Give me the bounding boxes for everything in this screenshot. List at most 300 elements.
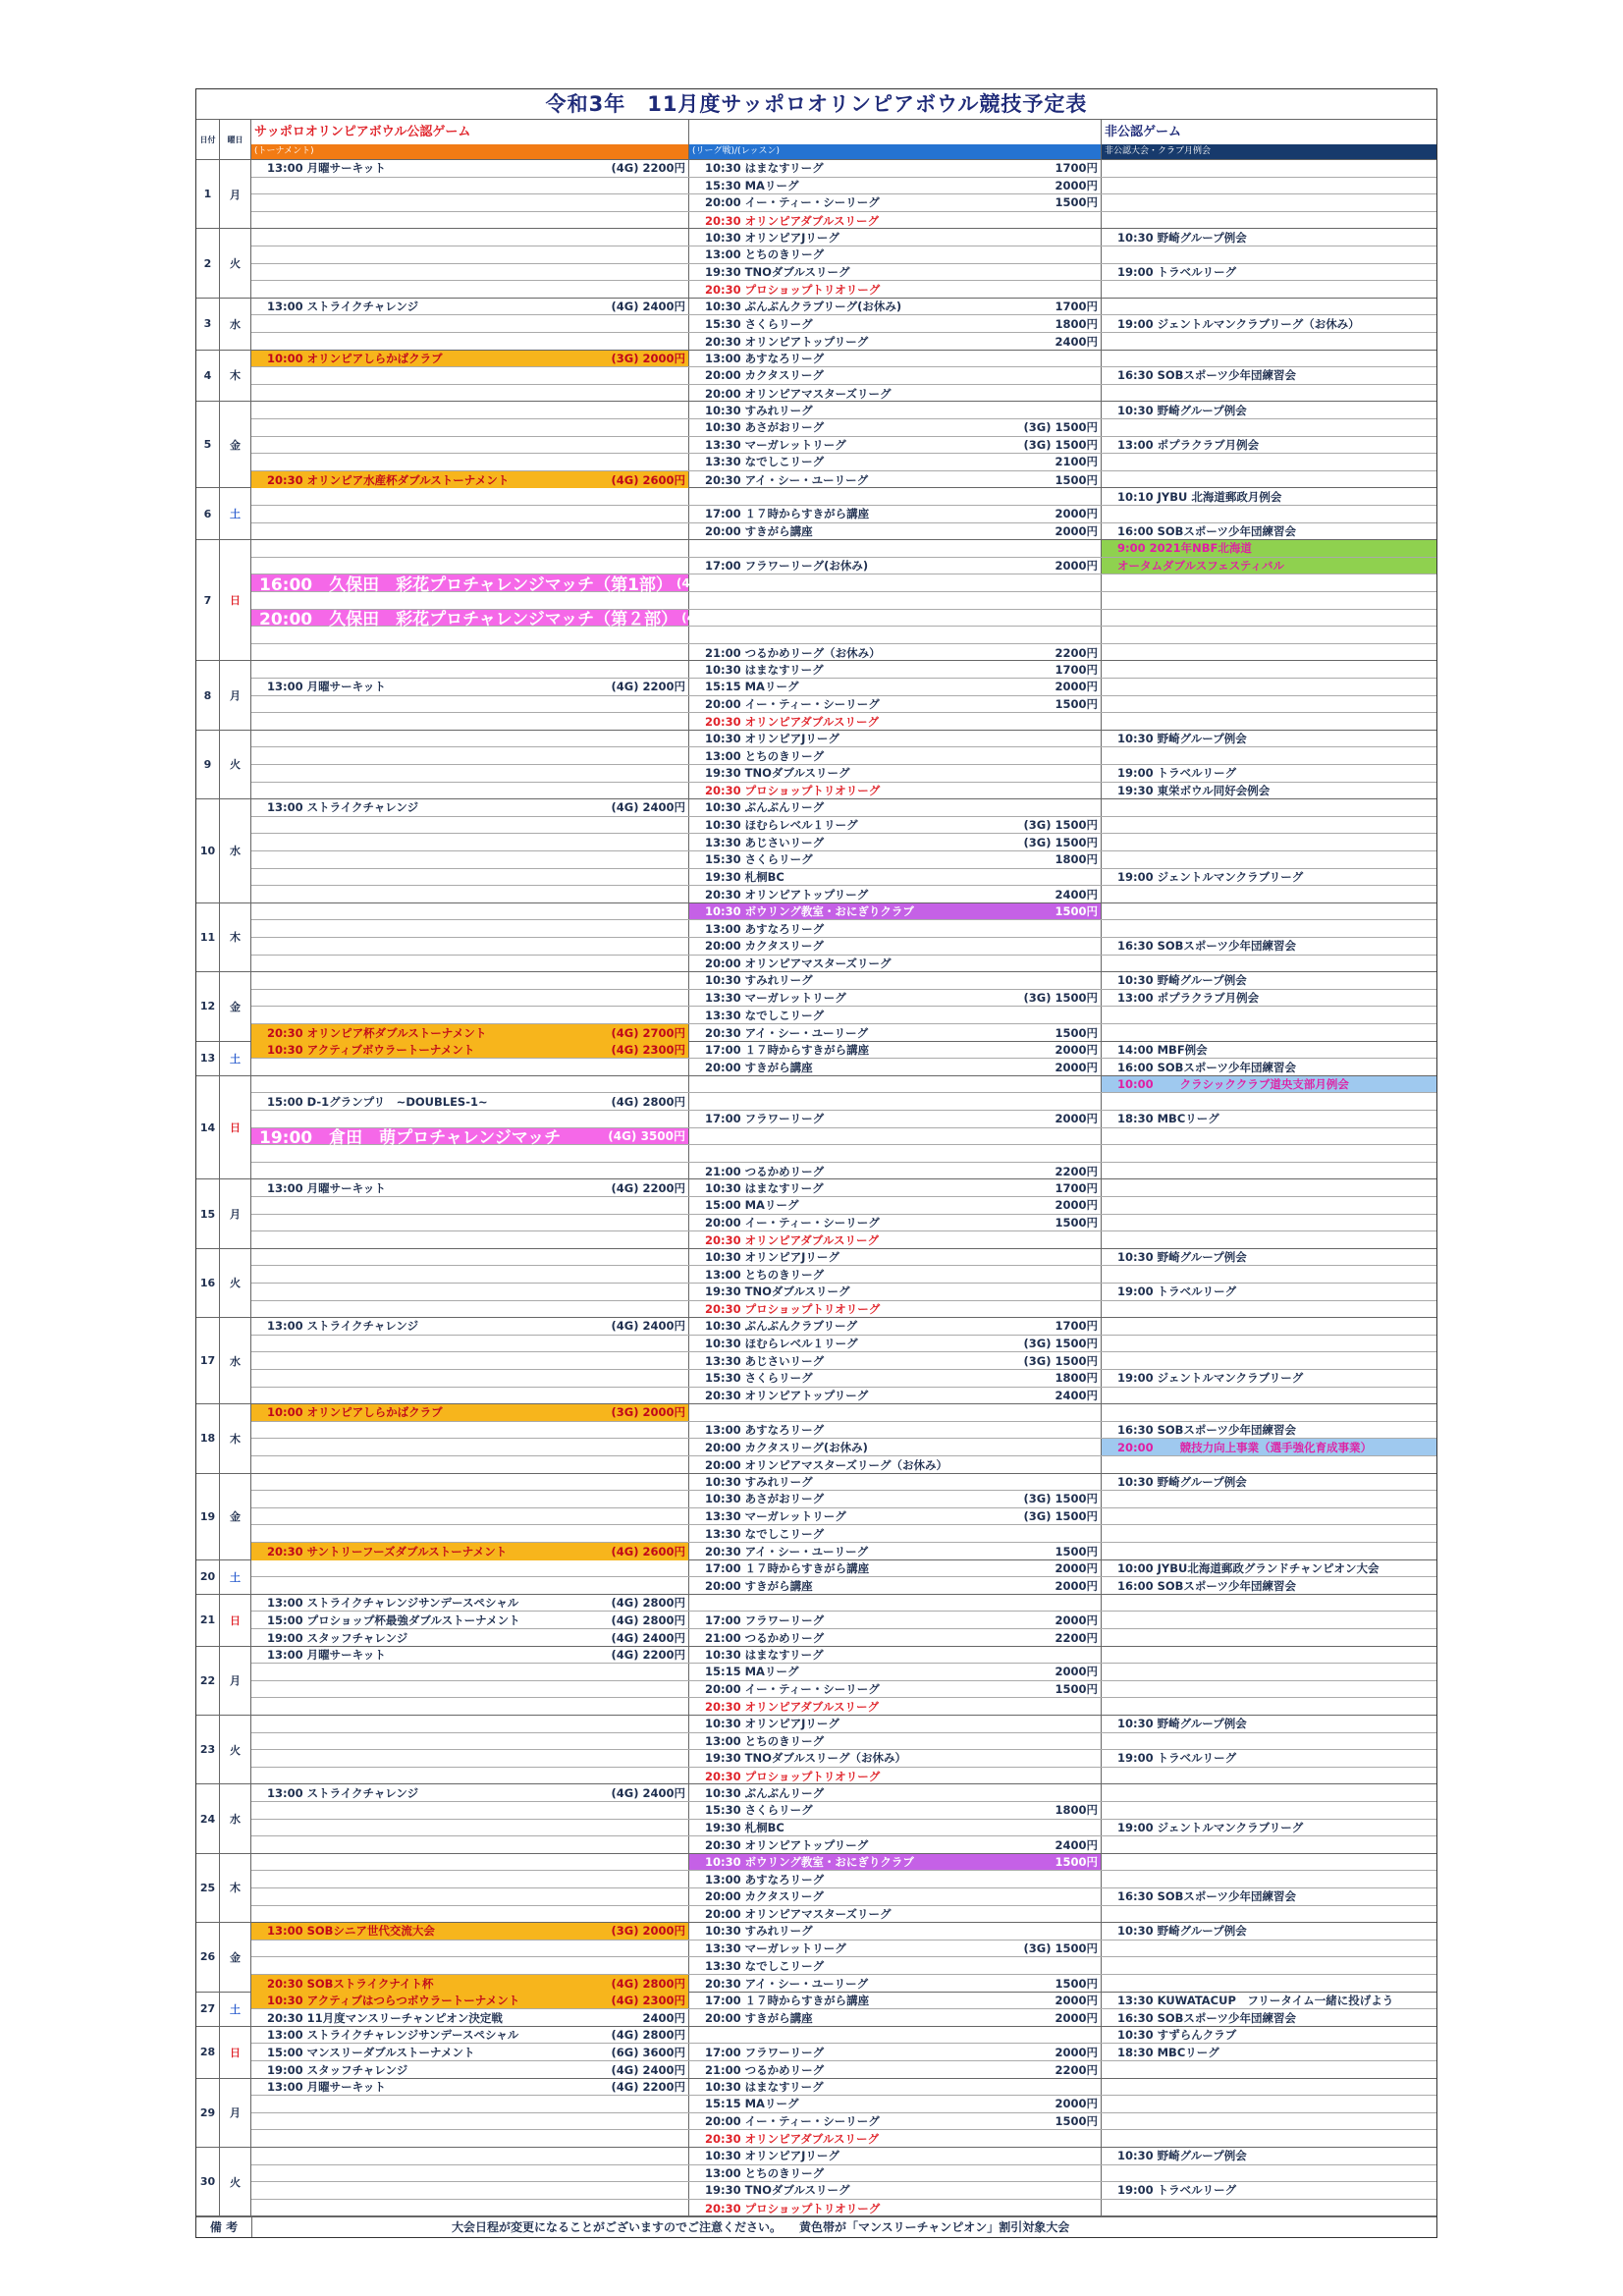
- event-price: (3G) 1500円: [1023, 420, 1098, 435]
- event-title: 10:30 オリンピアJリーグ: [705, 1250, 839, 1265]
- day-number: 15: [196, 1179, 220, 1247]
- schedule-row: [251, 956, 1436, 973]
- league-cell: [689, 419, 1102, 436]
- nonofficial-cell: [1102, 1733, 1436, 1750]
- official-cell: [251, 1716, 689, 1732]
- nonofficial-cell: [1102, 367, 1436, 384]
- league-event: [689, 817, 1101, 834]
- event-price: (4G) 2800円: [611, 1976, 685, 1991]
- league-event: [689, 1042, 1101, 1059]
- official-cell: [251, 333, 689, 351]
- league-cell: [689, 1179, 1102, 1196]
- event-price: 2400円: [1055, 334, 1098, 349]
- nonofficial-cell: [1102, 799, 1436, 816]
- league-cell: [689, 869, 1102, 886]
- league-event: [689, 1336, 1101, 1352]
- league-cell: [689, 333, 1102, 351]
- league-cell: [689, 1042, 1102, 1059]
- event-title: 10:30 ぶんぶんリーグ: [705, 800, 825, 815]
- schedule-row: [251, 1370, 1436, 1388]
- schedule-row: [251, 627, 1436, 644]
- nonofficial-cell: [1102, 2044, 1436, 2060]
- nonofficial-event: [1102, 1716, 1436, 1732]
- event-title: 10:30 野崎グループ例会: [1117, 1250, 1247, 1265]
- nonofficial-cell: [1102, 1560, 1436, 1577]
- event-title: 13:00 月曜サーキット: [267, 2079, 386, 2094]
- league-cell: [689, 1906, 1102, 1924]
- event-title: 20:30 オリンピアトップリーグ: [705, 1837, 869, 1852]
- event-price: (3G) 1500円: [1023, 835, 1098, 849]
- league-event: [689, 1820, 1101, 1836]
- nonofficial-event: [1102, 2044, 1436, 2060]
- league-cell: [689, 731, 1102, 747]
- nonofficial-cell: [1102, 315, 1436, 332]
- nonofficial-cell: [1102, 488, 1436, 505]
- day-block-25: [196, 1854, 1436, 1923]
- event-price: 1500円: [1055, 1976, 1098, 1991]
- day-block-12: [196, 972, 1436, 1041]
- event-title: 13:30 あじさいリーグ: [705, 835, 825, 849]
- event-title: 13:30 マーガレットリーグ: [705, 991, 846, 1006]
- league-cell: [689, 1024, 1102, 1042]
- day-of-week: 日: [220, 2027, 251, 2078]
- event-price: 2000円: [1055, 1042, 1098, 1057]
- official-cell: [251, 1941, 689, 1957]
- schedule-row: [251, 194, 1436, 212]
- event-title: 19:30 TNOダブルスリーグ: [705, 264, 850, 279]
- league-event: [689, 1284, 1101, 1300]
- nonofficial-cell: [1102, 1906, 1436, 1924]
- event-price: 1700円: [1055, 662, 1098, 677]
- nonofficial-cell: [1102, 1076, 1436, 1093]
- league-event: [689, 1871, 1101, 1887]
- event-title: 20:00 すきがら講座: [705, 1578, 813, 1593]
- league-event: [689, 1197, 1101, 1214]
- event-price: 1500円: [1055, 195, 1098, 210]
- event-title: 19:00 ジェントルマンクラブリーグ: [1117, 1371, 1304, 1386]
- event-price: 2000円: [1055, 680, 1098, 694]
- nonofficial-cell: [1102, 194, 1436, 211]
- league-cell: [689, 1941, 1102, 1957]
- official-event: [251, 2061, 688, 2079]
- official-cell: [251, 1768, 689, 1785]
- league-cell: [689, 1215, 1102, 1231]
- day-block-26: [196, 1923, 1436, 1992]
- day-of-week: 金: [220, 972, 251, 1040]
- event-price: 2000円: [1055, 1993, 1098, 2007]
- event-title: 13:00 月曜サーキット: [267, 680, 386, 694]
- schedule-row: [251, 1612, 1436, 1629]
- event-price: (3G) 2000円: [611, 1405, 685, 1420]
- event-price: (3G) 1500円: [1023, 1353, 1098, 1368]
- event-title: 13:00 ストライクチャレンジ: [267, 1785, 419, 1800]
- nonofficial-cell: [1102, 2200, 1436, 2217]
- event-title: 10:30 野崎グループ例会: [1117, 973, 1247, 988]
- event-price: (4G) 2200円: [611, 161, 685, 176]
- league-event: [689, 1854, 1101, 1871]
- league-event: [689, 246, 1101, 263]
- event-title: 16:30 SOBスポーツ少年団練習会: [1117, 1889, 1296, 1904]
- league-cell: [689, 1284, 1102, 1300]
- event-title: 20:30 プロショップトリオリーグ: [705, 784, 881, 798]
- nonofficial-cell: [1102, 212, 1436, 230]
- league-event: [689, 1681, 1101, 1698]
- league-cell: [689, 299, 1102, 315]
- league-event: [689, 523, 1101, 541]
- event-title: 13:00 月曜サーキット: [267, 1180, 386, 1195]
- event-price: 2200円: [1055, 645, 1098, 660]
- day-of-week: 土: [220, 488, 251, 539]
- official-cell: [251, 1820, 689, 1836]
- official-cell: [251, 1975, 689, 1993]
- event-price: 2000円: [1055, 524, 1098, 539]
- official-cell: [251, 920, 689, 937]
- league-event: [689, 506, 1101, 522]
- official-cell: [251, 713, 689, 731]
- event-title: 20:30 プロショップトリオリーグ: [705, 1302, 881, 1317]
- day-of-week: 火: [220, 1249, 251, 1317]
- schedule-row: [251, 281, 1436, 299]
- event-title: 20:30 アイ・シー・ユーリーグ: [705, 1976, 869, 1991]
- nonofficial-cell: [1102, 454, 1436, 470]
- schedule-sheet: [195, 88, 1437, 2238]
- league-cell: [689, 1854, 1102, 1871]
- official-cell: [251, 610, 759, 630]
- schedule-row: [251, 1750, 1436, 1768]
- league-cell: [689, 1993, 1102, 2009]
- event-title: 16:30 SOBスポーツ少年団練習会: [1117, 2010, 1296, 2025]
- official-event: [251, 2009, 688, 2027]
- league-event: [689, 2061, 1101, 2079]
- event-title: 15:00 マンスリーダブルストーナメント: [267, 2045, 475, 2059]
- league-event: [689, 2130, 1101, 2148]
- league-cell: [689, 1975, 1102, 1993]
- schedule-row: [251, 1352, 1436, 1370]
- nonofficial-cell: [1102, 1301, 1436, 1319]
- event-title: 10:30 ぶんぶんクラブリーグ: [705, 1319, 858, 1334]
- schedule-row: [251, 869, 1436, 887]
- header-dow: 曜日: [220, 120, 251, 159]
- league-event: [689, 1456, 1101, 1474]
- league-cell: [689, 2061, 1102, 2079]
- day-block-13: [196, 1042, 1436, 1076]
- league-event: [689, 315, 1101, 332]
- official-cell: [251, 938, 689, 955]
- schedule-row: [251, 1145, 1436, 1163]
- event-price: 2100円: [1055, 455, 1098, 469]
- event-title: 10:00 JYBU北海道郵政グランドチャンピオン大会: [1117, 1560, 1380, 1575]
- league-event: [689, 747, 1101, 764]
- official-cell: [251, 402, 689, 418]
- day-of-week: 木: [220, 351, 251, 402]
- event-title: 14:00 MBF例会: [1117, 1042, 1208, 1057]
- event-title: 16:30 SOBスポーツ少年団練習会: [1117, 1423, 1296, 1438]
- day-of-week: 火: [220, 731, 251, 798]
- event-price: 1500円: [1055, 904, 1098, 919]
- nonofficial-event: [1102, 437, 1436, 454]
- header-official: [251, 120, 689, 159]
- league-event: [689, 419, 1101, 436]
- league-cell: [689, 1197, 1102, 1214]
- event-price: (3G) 2000円: [611, 1924, 685, 1939]
- league-cell: [689, 367, 1102, 384]
- schedule-grid: [196, 160, 1436, 2216]
- league-event: [689, 1888, 1101, 1905]
- league-cell: [689, 1784, 1102, 1801]
- schedule-row: [251, 367, 1436, 385]
- day-of-week: 日: [220, 1595, 251, 1646]
- official-cell: [251, 1612, 689, 1628]
- nonofficial-event: [1102, 1923, 1436, 1940]
- nonofficial-cell: [1102, 1802, 1436, 1819]
- day-block-4: [196, 351, 1436, 403]
- event-price: 2000円: [1055, 1613, 1098, 1627]
- league-cell: [689, 747, 1102, 764]
- league-cell: [689, 1768, 1102, 1785]
- league-cell: [689, 2096, 1102, 2112]
- league-cell: [689, 1820, 1102, 1836]
- event-price: (4G) 2400円: [611, 2062, 685, 2077]
- event-title: 21:00 つるかめリーグ（お休み）: [705, 645, 881, 660]
- footer-note: 大会日程が変更になることがございますのでご注意ください。 黄色帯が「マンスリーチャンピオン」割引対象大会: [452, 2220, 1070, 2235]
- nonofficial-cell: [1102, 731, 1436, 747]
- nonofficial-cell: [1102, 385, 1436, 403]
- official-event: [251, 1024, 688, 1042]
- event-price: (4G) 2200円: [611, 680, 685, 694]
- event-title: 15:15 MAリーグ: [705, 1665, 799, 1679]
- official-cell: [251, 1906, 689, 1924]
- event-price: 1800円: [1055, 1803, 1098, 1818]
- event-price: 1700円: [1055, 161, 1098, 176]
- event-title: 17:00 １７時からすきがら講座: [705, 1560, 870, 1575]
- schedule-row: [251, 783, 1436, 800]
- event-title: 15:30 さくらリーグ: [705, 852, 813, 867]
- schedule-row: [251, 454, 1436, 471]
- official-event: [251, 2044, 688, 2060]
- official-cell: [251, 212, 689, 230]
- event-price: 1500円: [1055, 2114, 1098, 2129]
- day-block-21: [196, 1595, 1436, 1647]
- nonofficial-event: [1102, 972, 1436, 989]
- event-title: 10:30 ほむらレベル１リーグ: [705, 818, 858, 833]
- day-number: 2: [196, 229, 220, 297]
- official-cell: [251, 1957, 689, 1974]
- schedule-row: [251, 1906, 1436, 1924]
- official-event: [251, 1647, 688, 1664]
- schedule-row: [251, 920, 1436, 938]
- league-cell: [689, 1474, 1102, 1491]
- day-block-18: [196, 1404, 1436, 1473]
- nonofficial-event: [1102, 990, 1436, 1007]
- league-cell: [689, 2113, 1102, 2130]
- official-cell: [251, 627, 689, 643]
- schedule-row: [251, 1681, 1436, 1699]
- league-event: [689, 1906, 1101, 1924]
- nonofficial-cell: [1102, 938, 1436, 955]
- nonofficial-cell: [1102, 437, 1436, 454]
- nonofficial-cell: [1102, 1145, 1436, 1162]
- league-event: [689, 1266, 1101, 1283]
- official-cell: [251, 506, 689, 522]
- official-cell: [251, 886, 689, 903]
- official-cell: [251, 2027, 689, 2044]
- schedule-row: [251, 1854, 1436, 1872]
- official-cell: [251, 851, 689, 868]
- league-cell: [689, 246, 1102, 263]
- schedule-row: [251, 2061, 1436, 2079]
- day-of-week: 金: [220, 1474, 251, 1559]
- event-price: 2400円: [1055, 1389, 1098, 1403]
- official-cell: [251, 2096, 689, 2112]
- event-title: 19:30 TNOダブルスリーグ: [705, 2183, 850, 2198]
- day-number: 10: [196, 799, 220, 902]
- event-title: 20:30 プロショップトリオリーグ: [705, 2201, 881, 2215]
- event-title: 20:30 オリンピアダブルスリーグ: [705, 1700, 879, 1715]
- league-cell: [689, 574, 1102, 591]
- event-title: 15:00 プロショップ杯最強ダブルストーナメント: [267, 1613, 520, 1627]
- event-title: 19:00 トラベルリーグ: [1117, 1751, 1237, 1766]
- nonofficial-event: [1102, 1249, 1436, 1266]
- event-price: (3G) 1500円: [1023, 437, 1098, 452]
- league-cell: [689, 1871, 1102, 1887]
- event-title: 20:30 オリンピアダブルスリーグ: [705, 213, 879, 228]
- event-title: 13:30 マーガレットリーグ: [705, 1509, 846, 1524]
- schedule-row: [251, 1888, 1436, 1906]
- event-title: 21:00 つるかめリーグ: [705, 2062, 825, 2077]
- day-of-week: 月: [220, 160, 251, 228]
- league-cell: [689, 903, 1102, 920]
- official-cell: [251, 351, 689, 367]
- event-title: 15:00 MAリーグ: [705, 1198, 799, 1213]
- event-price: (3G) 1500円: [1023, 818, 1098, 833]
- league-cell: [689, 2200, 1102, 2217]
- event-title: 13:00 ストライクチャレンジ: [267, 300, 419, 314]
- official-event: [251, 351, 688, 367]
- schedule-row: [251, 1197, 1436, 1215]
- schedule-row: [251, 1836, 1436, 1854]
- day-number: 7: [196, 540, 220, 660]
- event-title: 10:30 すずらんクラブ: [1117, 2028, 1237, 2043]
- league-cell: [689, 1802, 1102, 1819]
- nonofficial-cell: [1102, 281, 1436, 299]
- league-cell: [689, 1681, 1102, 1698]
- league-cell: [689, 886, 1102, 903]
- official-cell: [251, 1076, 689, 1093]
- nonofficial-cell: [1102, 644, 1436, 662]
- event-price: 1800円: [1055, 1371, 1098, 1386]
- event-price: 2400円: [642, 2010, 685, 2025]
- official-cell: [251, 1249, 689, 1266]
- nonofficial-event: [1102, 1577, 1436, 1595]
- official-cell: [251, 903, 689, 920]
- league-event: [689, 178, 1101, 194]
- league-event: [689, 1439, 1101, 1455]
- official-cell: [251, 246, 689, 263]
- league-cell: [689, 194, 1102, 211]
- official-cell: [251, 2165, 689, 2182]
- official-event: [251, 299, 688, 315]
- league-cell: [689, 160, 1102, 177]
- schedule-row: [251, 1508, 1436, 1526]
- event-title: 19:00 ジェントルマンクラブリーグ: [1117, 869, 1304, 884]
- header-official-sub: (トーナメント): [251, 144, 688, 159]
- league-event: [689, 920, 1101, 937]
- nonofficial-cell: [1102, 1975, 1436, 1993]
- league-event: [689, 1629, 1101, 1647]
- league-cell: [689, 1698, 1102, 1716]
- nonofficial-cell: [1102, 1871, 1436, 1887]
- day-number: 26: [196, 1923, 220, 1991]
- official-cell: [251, 1664, 689, 1680]
- official-cell: [251, 2130, 689, 2148]
- official-cell: [251, 1681, 689, 1698]
- day-number: 30: [196, 2148, 220, 2215]
- event-price: 2200円: [1055, 1164, 1098, 1178]
- day-block-19: [196, 1474, 1436, 1560]
- nonofficial-event: [1102, 869, 1436, 886]
- event-title: 20:30 オリンピアトップリーグ: [705, 1389, 869, 1403]
- league-cell: [689, 1422, 1102, 1439]
- schedule-row: [251, 506, 1436, 523]
- schedule-row: [251, 1231, 1436, 1249]
- event-title: 13:00 月曜サーキット: [267, 1647, 386, 1662]
- league-cell: [689, 627, 1102, 643]
- event-title: 15:30 さくらリーグ: [705, 1803, 813, 1818]
- day-number: 12: [196, 972, 220, 1040]
- league-cell: [689, 972, 1102, 989]
- event-title: 18:30 MBCリーグ: [1117, 2045, 1219, 2059]
- nonofficial-cell: [1102, 817, 1436, 834]
- nonofficial-cell: [1102, 2061, 1436, 2079]
- footer: [196, 2216, 1436, 2237]
- event-title: 10:00 オリンピアしらかばクラブ: [267, 1405, 443, 1420]
- event-title: 13:00 ストライクチャレンジサンデースペシャル: [267, 2028, 519, 2043]
- schedule-row: [251, 178, 1436, 195]
- schedule-row: [251, 1871, 1436, 1888]
- league-event: [689, 713, 1101, 731]
- day-of-week: 月: [220, 1647, 251, 1715]
- nonofficial-cell: [1102, 1577, 1436, 1595]
- event-title: 20:30 オリンピア杯ダブルストーナメント: [267, 1025, 487, 1040]
- event-title: 13:00 とちのきリーグ: [705, 247, 825, 262]
- day-block-27: [196, 1993, 1436, 2027]
- official-cell: [251, 679, 689, 695]
- day-of-week: 水: [220, 1784, 251, 1852]
- official-cell: [251, 1231, 689, 1249]
- nonofficial-event: [1102, 938, 1436, 955]
- league-cell: [689, 938, 1102, 955]
- nonofficial-event: [1102, 1059, 1436, 1076]
- nonofficial-cell: [1102, 886, 1436, 903]
- league-cell: [689, 696, 1102, 713]
- league-cell: [689, 1577, 1102, 1595]
- official-cell: [251, 644, 689, 662]
- event-title: 16:30 SOBスポーツ少年団練習会: [1117, 368, 1296, 383]
- official-cell: [251, 454, 689, 470]
- schedule-row: [251, 1577, 1436, 1595]
- official-cell: [251, 1784, 689, 1801]
- league-cell: [689, 264, 1102, 281]
- event-title: 10:30 すみれリーグ: [705, 403, 813, 417]
- event-title: 20:30 プロショップトリオリーグ: [705, 282, 881, 297]
- event-title: 17:00 １７時からすきがら講座: [705, 1993, 870, 2007]
- official-cell: [251, 229, 689, 246]
- nonofficial-cell: [1102, 1007, 1436, 1023]
- nonofficial-event: [1102, 2148, 1436, 2164]
- league-event: [689, 1059, 1101, 1076]
- page-title: 令和3年 11月度サッポロオリンピアボウル競技予定表: [196, 89, 1436, 120]
- schedule-row: [251, 437, 1436, 455]
